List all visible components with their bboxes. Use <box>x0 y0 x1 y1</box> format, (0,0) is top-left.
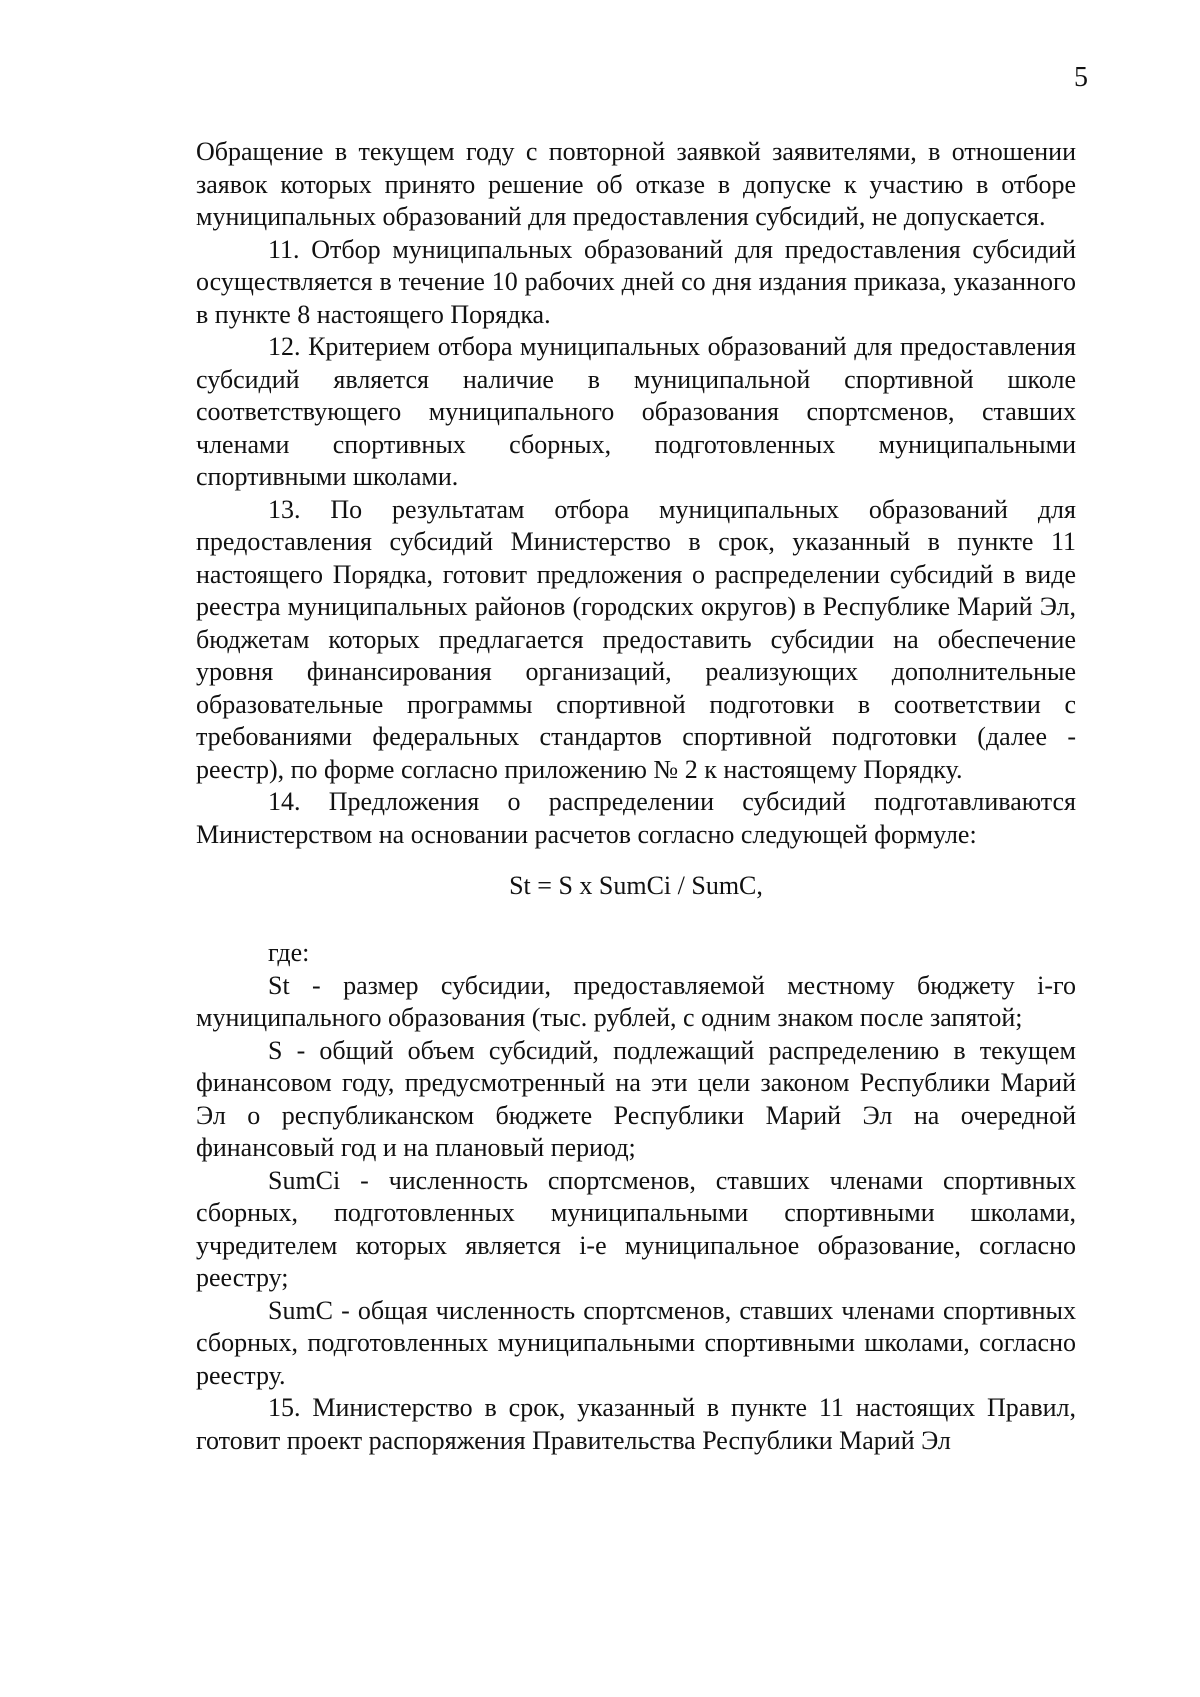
definition-s: S - общий объем субсидий, подлежащий распределению в текущем финансовом году, предусмотренный на эти цели законом Республики Марий Эл о республиканском бюджете Республики Марий Эл на очередной финансовый год и на плановый период; <box>196 1035 1076 1162</box>
formula-where-label: где: <box>268 938 310 967</box>
paragraph-reapplication: Обращение в текущем году с повторной заявкой заявителями, в отношении заявок которых принято решение об отказе в допуске к участию в отборе муниципальных образований для предоставления субсидий, не допускается. <box>196 137 1076 231</box>
definition-st: St - размер субсидии, предоставляемой местному бюджету i-го муниципального образования (тыс. рублей, с одним знаком после запятой; <box>196 970 1076 1032</box>
paragraph-item-11: 11. Отбор муниципальных образований для предоставления субсидий осуществляется в течение 10 рабочих дней со дня издания приказа, указанного в пункте 8 настоящего Порядка. <box>196 234 1076 329</box>
paragraph-item-14: 14. Предложения о распределении субсидий подготавливаются Министерством на основании расчетов согласно следующей формуле: <box>196 787 1076 849</box>
page-number: 5 <box>1074 62 1088 93</box>
definition-sumci: SumCi - численность спортсменов, ставших членами спортивных сборных, подготовленных муниципальными спортивными школами, учредителем которых является i-е муниципальное образование, согласно реестру; <box>196 1165 1076 1292</box>
paragraph-item-12: 12. Критерием отбора муниципальных образований для предоставления субсидий является наличие в муниципальной спортивной школе соответствующего муниципального образования спортсменов, ставших членами спортивных сборных, подготовленных муниципальными спортивными школами. <box>196 332 1076 491</box>
paragraph-item-13: 13. По результатам отбора муниципальных образований для предоставления субсидий Министерство в срок, указанный в пункте 11 настоящего Порядка, готовит предложения о распределении субсидий в виде реестра муниципальных районов (городских округов) в Республике Марий Эл, бюджетам которых предлагается предоставить субсидии на обеспечение уровня финансирования организаций, реализующих дополнительные образовательные программы спортивной подготовки в соответствии с требованиями федеральных стандартов спортивной подготовки (далее - реестр), по форме согласно приложению № 2 к настоящему Порядку. <box>196 494 1076 784</box>
paragraph-item-15: 15. Министерство в срок, указанный в пункте 11 настоящих Правил, готовит проект распоряжения Правительства Республики Марий Эл <box>196 1393 1076 1455</box>
document-body <box>196 136 1076 1457</box>
subsidy-formula: St = S x SumCi / SumC, <box>509 871 763 900</box>
definition-sumc: SumC - общая численность спортсменов, ставших членами спортивных сборных, подготовленных муниципальными спортивными школами, согласно реестру. <box>196 1295 1076 1390</box>
